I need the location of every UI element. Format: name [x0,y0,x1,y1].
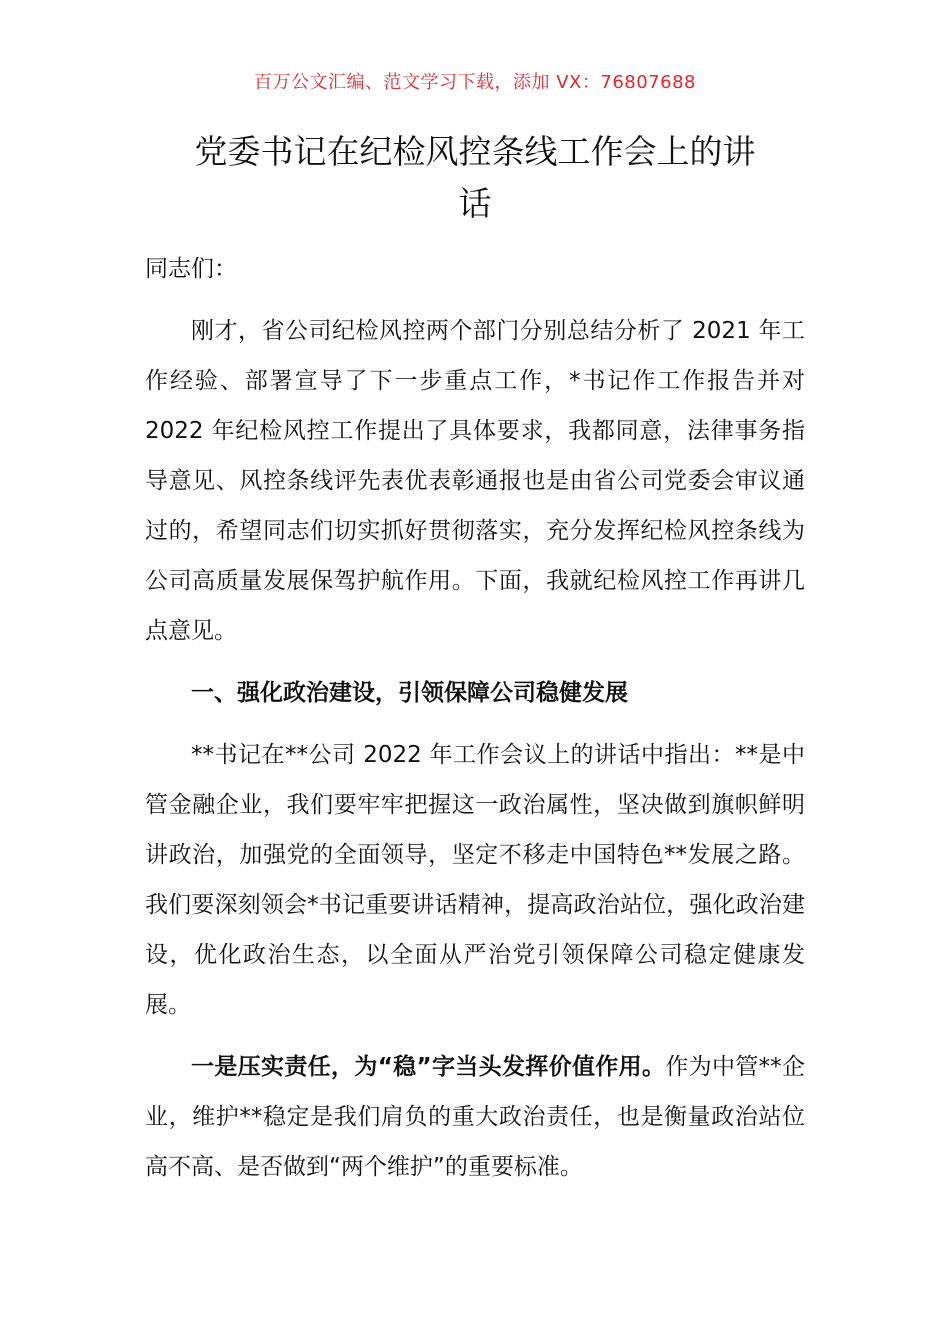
paragraph-responsibility-lead: 一是压实责任，为“稳”字当头发挥价值作用。 [191,1054,666,1080]
paragraph-opening: 刚才，省公司纪检风控两个部门分别总结分析了 2021 年工作经验、部署宣导了下一步重点工作，*书记作工作报告并对 2022 年纪检风控工作提出了具体要求，我都同意，法律事务指导意见、风控条线评先表优表彰通报也是由省公司党委会审议通过的，希望同志们切实抓好贯彻落实，充分发挥纪检风控条线为公司高质量发展保驾护航作用。下面，我就纪检风控工作再讲几点意见。 [145,318,805,644]
title-line-2: 话 [458,184,492,223]
header-watermark-note: 百万公文汇编、范文学习下载，添加 VX：76807688 [254,72,696,93]
section-heading-1: 一、强化政治建设，引领保障公司稳健发展 [191,680,628,706]
paragraph-responsibility-body: 作为中管**企业，维护**稳定是我们肩负的重大政治责任，也是衡量政治站位高不高、是否做到“两个维护”的重要标准。 [145,1054,805,1180]
document-title [150,126,800,230]
paragraph-political-building: **书记在**公司 2022 年工作会议上的讲话中指出：**是中管金融企业，我们要牢牢把握这一政治属性，坚决做到旗帜鲜明讲政治，加强党的全面领导，坚定不移走中国特色**发展之路。我们要深刻领会*书记重要讲话精神，提高政治站位，强化政治建设，优化政治生态，以全面从严治党引领保障公司稳定健康发展。 [145,742,805,1018]
title-line-1: 党委书记在纪检风控条线工作会上的讲 [194,132,756,171]
salutation: 同志们： [145,256,237,282]
document-body [145,244,805,1192]
paragraph-responsibility [145,1042,805,1192]
